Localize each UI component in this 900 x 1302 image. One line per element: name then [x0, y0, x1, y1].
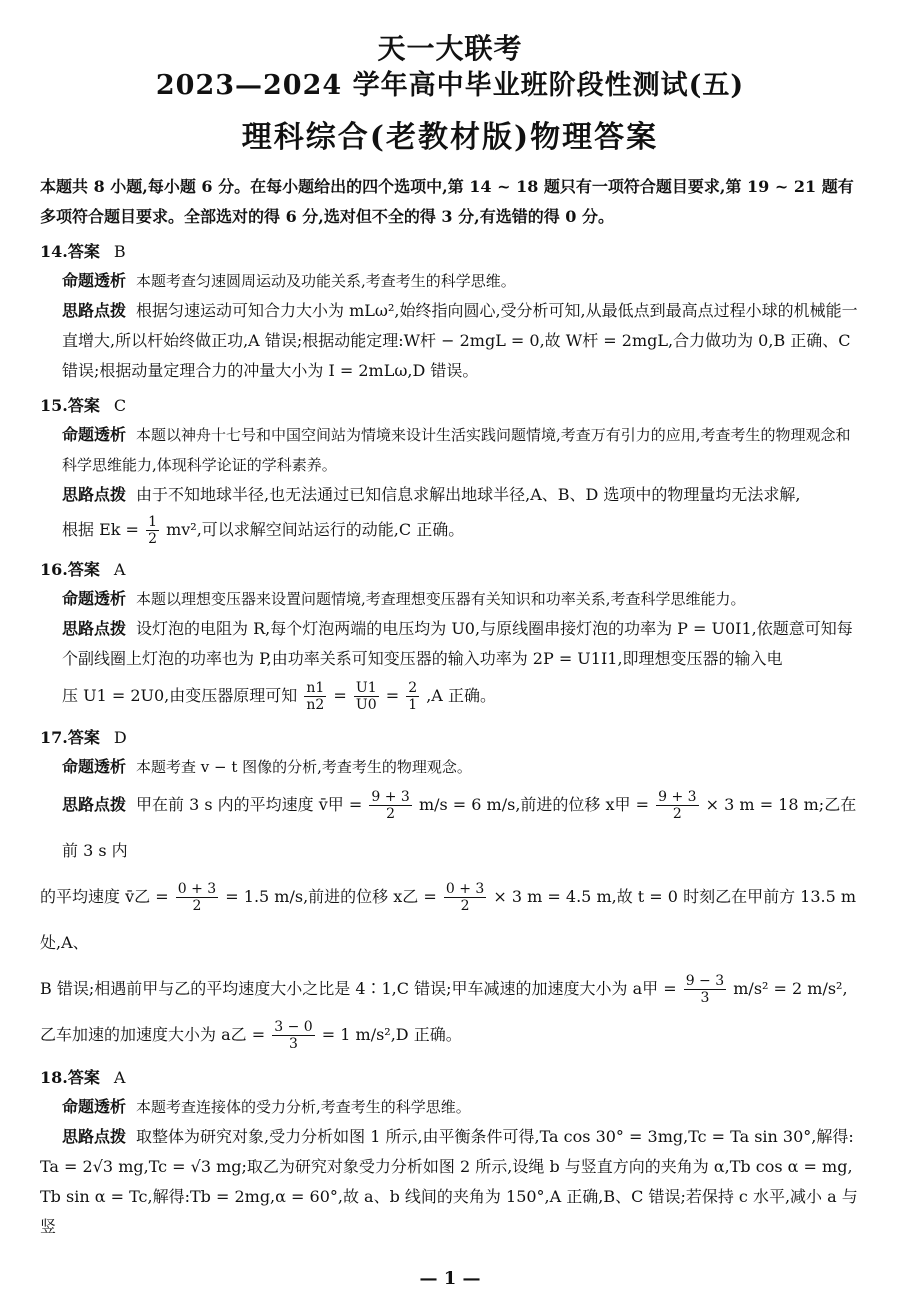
fraction-denominator: U0: [355, 697, 377, 713]
q16-analysis-text: 本题以理想变压器来设置问题情境,考查理想变压器有关知识和功率关系,考查科学思维能力。: [136, 590, 746, 608]
q17-l1-a: 甲在前 3 s 内的平均速度 v̄甲 =: [136, 795, 363, 814]
q15-answer: C: [113, 396, 127, 415]
question-16: [40, 556, 860, 718]
q15-hint-text-a: 由于不知地球半径,也无法通过已知信息求解出地球半径,A、B、D 选项中的物理量均无法求解,: [136, 485, 801, 504]
q17-hint-line-2: [40, 874, 860, 966]
q16-answer: A: [113, 560, 126, 579]
fraction-denominator: 2: [192, 898, 202, 914]
fraction-numerator: U1: [355, 680, 377, 696]
hint-label: 思路点拨: [62, 1127, 127, 1146]
q14-answer-line: [40, 238, 860, 266]
intro-paragraph: 本题共 8 小题,每小题 6 分。在每小题给出的四个选项中,第 14 ~ 18 题只有一项符合题目要求,第 19 ~ 21 题有多项符合题目要求。全部选对的得 6 分,选对但不全的得 3 分,有选错的得 0 分。: [40, 177, 854, 226]
q17-answer: D: [113, 728, 127, 747]
fraction-numerator: 0 + 3: [445, 881, 485, 897]
hint-label: 思路点拨: [62, 795, 127, 814]
q15-analysis-text: 本题以神舟十七号和中国空间站为情境来设计生活实践问题情境,考查万有引力的应用,考查考生的物理观念和科学思维能力,体现科学论证的学科素养。: [62, 426, 851, 474]
page-number: — 1 —: [419, 1268, 481, 1289]
equals-sign: =: [333, 686, 347, 705]
q18-analysis: [40, 1092, 860, 1122]
q17-l1-c: × 3 m = 18 m;乙在前 3 s 内: [62, 795, 857, 860]
fraction: [444, 881, 486, 914]
fraction-denominator: 2: [148, 531, 157, 547]
fraction-numerator: 2: [408, 680, 418, 696]
q18-answer-line: [40, 1064, 860, 1092]
header-exam-title: 2023—2024 学年高中毕业班阶段性测试(五): [155, 70, 745, 101]
fraction-denominator: 2: [386, 806, 396, 822]
fraction-numerator: 3 − 0: [274, 1019, 313, 1035]
q18-number: 18.: [40, 1068, 68, 1087]
hint-label: 思路点拨: [62, 619, 127, 638]
hint-label: 思路点拨: [62, 301, 127, 320]
q15-analysis: [40, 420, 860, 480]
q15-hint-text-b2: mv²,可以求解空间站运行的动能,C 正确。: [166, 520, 465, 539]
q17-hint-line-3: [40, 966, 860, 1012]
q16-hint-cont: [40, 674, 860, 718]
q17-l4-b: = 1 m/s²,D 正确。: [321, 1025, 462, 1044]
fraction-numerator: 0 + 3: [177, 881, 217, 897]
answer-label: 答案: [67, 560, 100, 579]
fraction-denominator: 2: [460, 898, 470, 914]
fraction: [176, 881, 218, 914]
q14-hint-text: 根据匀速运动可知合力大小为 mLω²,始终指向圆心,受分析可知,从最低点到最高点过程小球的机械能一直增大,所以杆始终做正功,A 错误;根据动能定理:W杆 − 2mgL = 0,故 W杆 = 2mgL,合力做功为 0,B 正确、C 错误;根据动量定理合力的冲量大小为 I = 2mLω,D 错误。: [62, 301, 858, 380]
q17-number: 17.: [40, 728, 68, 747]
q15-hint: [40, 480, 860, 510]
q18-analysis-text: 本题考查连接体的受力分析,考查考生的科学思维。: [136, 1098, 471, 1116]
q16-analysis: [40, 584, 860, 614]
q17-l2-a: 的平均速度 v̄乙 =: [40, 887, 169, 906]
q16-hint-text-a: 设灯泡的电阻为 R,每个灯泡两端的电压均为 U0,与原线圈串接灯泡的功率为 P = U0I1,依题意可知每个副线圈上灯泡的功率也为 P,由功率关系可知变压器的输入功率为 2P = U1I1,即理想变压器的输入电: [62, 619, 853, 668]
q14-answer: B: [113, 242, 126, 261]
fraction-numerator: 9 + 3: [371, 789, 410, 805]
analysis-label: 命题透析: [62, 757, 127, 776]
q16-hint-text-b2: ,A 正确。: [426, 686, 496, 705]
q17-l1-b: m/s = 6 m/s,前进的位移 x甲 =: [418, 795, 650, 814]
q14-analysis: [40, 266, 860, 296]
fraction-numerator: 9 − 3: [685, 973, 725, 989]
fraction-numerator: 1: [148, 514, 157, 530]
fraction: [684, 973, 726, 1006]
fraction-denominator: 3: [288, 1036, 298, 1052]
question-18: [40, 1064, 860, 1242]
answer-label: 答案: [67, 396, 100, 415]
question-17: [40, 724, 860, 1058]
question-15: [40, 392, 860, 550]
q15-hint-cont: [40, 510, 860, 550]
q17-analysis-text: 本题考查 v − t 图像的分析,考查考生的物理观念。: [136, 758, 472, 776]
fraction-voltage-ratio: [354, 680, 379, 713]
q17-hint-line-1: [40, 782, 860, 874]
fraction-two-over-one: [406, 680, 419, 713]
fraction-one-half: [146, 514, 159, 547]
q17-l4-a: 乙车加速的加速度大小为 a乙 =: [40, 1025, 266, 1044]
fraction: [272, 1019, 314, 1052]
q15-hint-text-b1: 根据 Ek =: [62, 520, 139, 539]
fraction: [656, 789, 698, 822]
q16-answer-line: [40, 556, 860, 584]
answer-sheet-page: [0, 30, 900, 1302]
answer-label: 答案: [67, 728, 100, 747]
q14-number: 14.: [40, 242, 68, 261]
answer-label: 答案: [67, 242, 100, 261]
q17-answer-line: [40, 724, 860, 752]
q17-hint-line-4: [40, 1012, 860, 1058]
fraction-denominator: 1: [408, 697, 418, 713]
analysis-label: 命题透析: [62, 589, 127, 608]
q18-hint-line-2: Ta = 2√3 mg,Tc = √3 mg;取乙为研究对象受力分析如图 2 所示,设绳 b 与竖直方向的夹角为 α,Tb cos α = mg,: [40, 1157, 853, 1176]
q15-number: 15.: [40, 396, 68, 415]
equals-sign: =: [385, 686, 400, 705]
fraction: [369, 789, 411, 822]
hint-label: 思路点拨: [62, 485, 127, 504]
fraction-denominator: n2: [306, 697, 325, 713]
analysis-label: 命题透析: [62, 271, 127, 290]
header-org: 天一大联考: [377, 32, 523, 65]
q17-l2-b: = 1.5 m/s,前进的位移 x乙 =: [225, 887, 437, 906]
header-subject-title: 理科综合(老教材版)物理答案: [241, 120, 659, 155]
q15-answer-line: [40, 392, 860, 420]
q16-number: 16.: [40, 560, 68, 579]
q18-answer: A: [113, 1068, 126, 1087]
q18-hint: [40, 1122, 860, 1152]
analysis-label: 命题透析: [62, 425, 127, 444]
fraction-denominator: 3: [700, 990, 710, 1006]
q17-l3-b: m/s² = 2 m/s²,: [733, 979, 848, 998]
answer-label: 答案: [67, 1068, 100, 1087]
fraction-turns-ratio: [304, 680, 326, 713]
q18-hint-text-a: 取整体为研究对象,受力分析如图 1 所示,由平衡条件可得,Ta cos 30° = 3mg,Tc = Ta sin 30°,解得:: [136, 1127, 854, 1146]
q17-analysis: [40, 752, 860, 782]
fraction-denominator: 2: [672, 806, 682, 822]
q14-analysis-text: 本题考查匀速圆周运动及功能关系,考查考生的科学思维。: [136, 272, 516, 290]
q17-l3-a: B 错误;相遇前甲与乙的平均速度大小之比是 4∶1,C 错误;甲车减速的加速度大小为 a甲 =: [40, 979, 677, 998]
q17-l2-c: × 3 m = 4.5 m,故 t = 0 时刻乙在甲前方 13.5 m 处,A、: [40, 887, 857, 952]
q14-hint: [40, 296, 860, 386]
q16-hint: [40, 614, 860, 674]
fraction-numerator: 9 + 3: [658, 789, 697, 805]
q18-hint-line-3: Tb sin α = Tc,解得:Tb = 2mg,α = 60°,故 a、b 线间的夹角为 150°,A 正确,B、C 错误;若保持 c 水平,减小 a 与竖: [40, 1187, 858, 1236]
q16-hint-text-b1: 压 U1 = 2U0,由变压器原理可知: [62, 686, 298, 705]
question-14: [40, 238, 860, 386]
fraction-numerator: n1: [306, 680, 325, 696]
analysis-label: 命题透析: [62, 1097, 127, 1116]
